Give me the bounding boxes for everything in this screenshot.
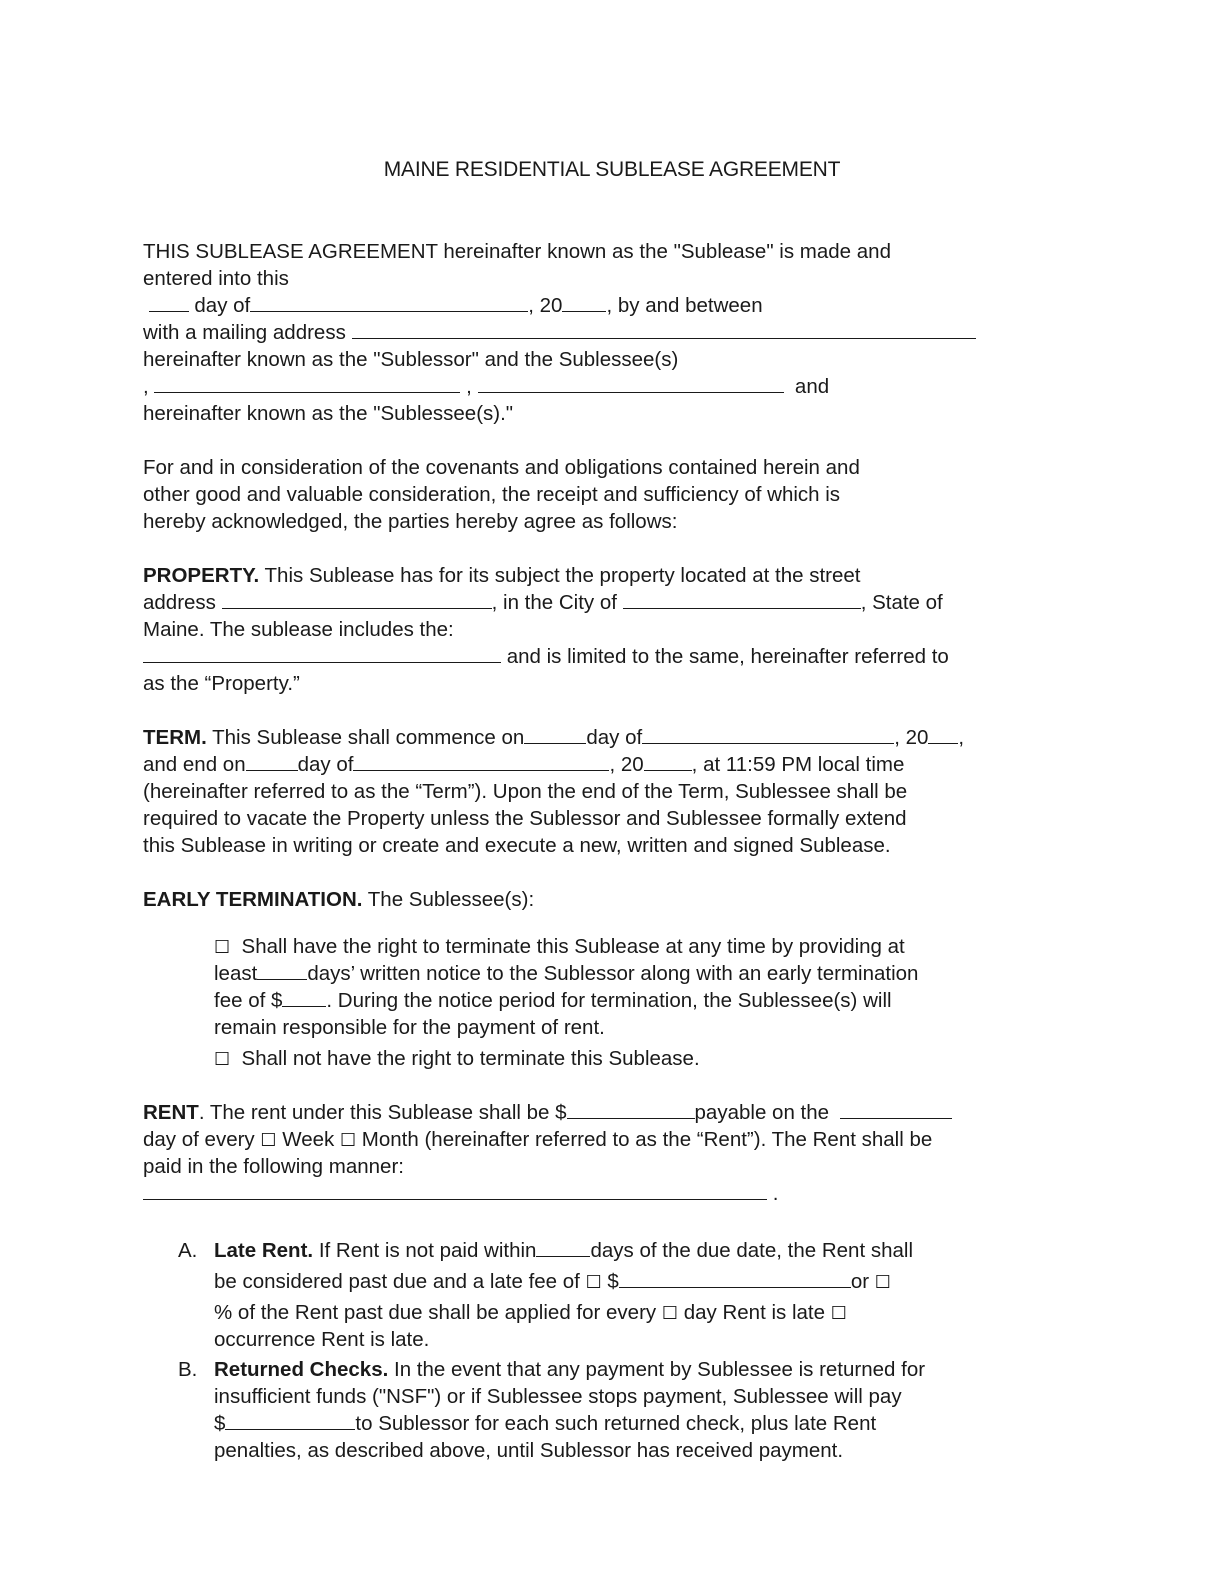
rent-text: paid in the following manner: xyxy=(143,1155,404,1178)
returned-checks-text: penalties, as described above, until Sublessor has received payment. xyxy=(214,1439,844,1462)
returned-checks-text: $ xyxy=(214,1412,226,1435)
property-text: and is limited to the same, hereinafter referred to xyxy=(506,645,949,668)
returned-checks-item xyxy=(143,1356,1093,1464)
consideration-text: For and in consideration of the covenants and obligations contained herein and xyxy=(143,456,860,479)
start-day-blank[interactable] xyxy=(524,725,586,744)
notice-days-blank[interactable] xyxy=(257,961,307,980)
list-marker: B. xyxy=(178,1358,198,1381)
term-text: , 20 xyxy=(609,753,644,776)
intro-text: and xyxy=(794,375,830,398)
intro-text: hereinafter known as the "Sublessee(s)." xyxy=(143,402,514,425)
term-text: this Sublease in writing or create and execute a new, written and signed Sublease. xyxy=(143,834,891,857)
option-text: fee of $ xyxy=(214,989,283,1012)
year-blank[interactable] xyxy=(562,293,606,312)
included-property-blank[interactable] xyxy=(143,644,501,663)
checkbox-icon[interactable]: ☐ xyxy=(260,1130,277,1151)
mailing-address-blank[interactable] xyxy=(352,320,976,339)
street-address-blank[interactable] xyxy=(222,590,492,609)
checkbox-icon[interactable]: ☐ xyxy=(585,1272,602,1293)
option-text: Shall have the right to terminate this Sublease at any time by providing at xyxy=(241,935,905,958)
city-blank[interactable] xyxy=(623,590,861,609)
term-text: and end on xyxy=(143,753,246,776)
term-text: required to vacate the Property unless the Sublessor and Sublessee formally extend xyxy=(143,807,907,830)
property-text: , State of xyxy=(860,591,943,614)
consideration-text: other good and valuable consideration, the receipt and sufficiency of which is xyxy=(143,483,841,506)
term-section xyxy=(143,724,1093,859)
intro-text: , xyxy=(143,375,149,398)
item-heading: Late Rent. xyxy=(214,1239,314,1262)
intro-text: hereinafter known as the "Sublessor" and the Sublessee(s) xyxy=(143,348,679,371)
late-rent-text: or xyxy=(850,1270,870,1293)
section-heading: EARLY TERMINATION. xyxy=(143,888,363,911)
property-section xyxy=(143,562,1093,697)
late-rent-item xyxy=(143,1237,1093,1353)
late-fee-blank[interactable] xyxy=(619,1269,851,1288)
intro-text: entered into this xyxy=(143,267,289,290)
intro-text: , by and between xyxy=(606,294,763,317)
option-text: least xyxy=(214,962,258,985)
option-text: days’ written notice to the Sublessor along with an early termination xyxy=(307,962,919,985)
end-month-blank[interactable] xyxy=(353,752,609,771)
late-rent-text: occurrence Rent is late. xyxy=(214,1328,430,1351)
intro-text: day of xyxy=(194,294,251,317)
option-text: Shall not have the right to terminate this Sublease. xyxy=(241,1047,700,1070)
returned-checks-text: to Sublessor for each such returned check, plus late Rent xyxy=(355,1412,877,1435)
early-termination-text: The Sublessee(s): xyxy=(367,888,535,911)
intro-text: with a mailing address xyxy=(143,321,346,344)
term-text: , at 11:59 PM local time xyxy=(691,753,905,776)
rent-amount-blank[interactable] xyxy=(567,1100,695,1119)
item-heading: Returned Checks. xyxy=(214,1358,389,1381)
property-text: This Sublease has for its subject the property located at the street xyxy=(264,564,861,587)
checkbox-icon[interactable]: ☐ xyxy=(661,1303,679,1324)
document-body xyxy=(143,238,1093,1464)
day-blank[interactable] xyxy=(149,293,189,312)
rent-text: day of every xyxy=(143,1128,255,1151)
returned-checks-text: insufficient funds ("NSF") or if Sublessee stops payment, Sublessee will pay xyxy=(214,1385,902,1408)
checkbox-icon[interactable]: ☐ xyxy=(214,1049,231,1070)
rent-text: payable on the xyxy=(694,1101,830,1124)
end-year-blank[interactable] xyxy=(644,752,692,771)
intro-text: , xyxy=(466,375,472,398)
returned-checks-text: In the event that any payment by Sublessee is returned for xyxy=(394,1358,926,1381)
property-text: as the “Property.” xyxy=(143,672,300,695)
property-text: address xyxy=(143,591,216,614)
option-text: . During the notice period for termination, the Sublessee(s) will xyxy=(326,989,892,1012)
grace-days-blank[interactable] xyxy=(536,1238,590,1257)
term-text: This Sublease shall commence on xyxy=(212,726,525,749)
payment-manner-blank[interactable] xyxy=(143,1181,767,1200)
option-text: remain responsible for the payment of rent. xyxy=(214,1016,605,1039)
rent-section xyxy=(143,1099,1093,1207)
end-day-blank[interactable] xyxy=(246,752,298,771)
consideration-text: hereby acknowledged, the parties hereby agree as follows: xyxy=(143,510,678,533)
term-text: , 20 xyxy=(894,726,929,749)
rent-text: . The rent under this Sublease shall be $ xyxy=(198,1101,567,1124)
section-heading: TERM. xyxy=(143,726,207,749)
rent-text: Month (hereinafter referred to as the “Rent”). The Rent shall be xyxy=(361,1128,933,1151)
checkbox-icon[interactable]: ☐ xyxy=(830,1303,847,1324)
rent-text: Week xyxy=(282,1128,335,1151)
property-text: , in the City of xyxy=(491,591,617,614)
term-text: day of xyxy=(586,726,643,749)
list-marker: A. xyxy=(178,1239,198,1262)
checkbox-icon[interactable]: ☐ xyxy=(214,937,231,958)
late-rent-text: day Rent is late xyxy=(683,1301,826,1324)
nsf-fee-blank[interactable] xyxy=(225,1411,355,1430)
sublessee-1-blank[interactable] xyxy=(154,374,460,393)
late-rent-text: days of the due date, the Rent shall xyxy=(590,1239,913,1262)
rent-due-day-blank[interactable] xyxy=(840,1100,952,1119)
consideration-section xyxy=(143,454,1093,535)
rent-text: . xyxy=(772,1182,779,1205)
term-text: day of xyxy=(297,753,354,776)
late-rent-text: If Rent is not paid within xyxy=(318,1239,537,1262)
property-text: Maine. The sublease includes the: xyxy=(143,618,454,641)
termination-fee-blank[interactable] xyxy=(282,988,326,1007)
document-title: MAINE RESIDENTIAL SUBLEASE AGREEMENT xyxy=(383,158,841,181)
sublessee-2-blank[interactable] xyxy=(478,374,784,393)
early-termination-section xyxy=(143,886,1093,1072)
start-month-blank[interactable] xyxy=(642,725,894,744)
late-rent-text: be considered past due and a late fee of xyxy=(214,1270,580,1293)
section-heading: RENT xyxy=(143,1101,199,1124)
intro-text: , 20 xyxy=(528,294,563,317)
intro-section xyxy=(143,238,1093,427)
checkbox-icon[interactable]: ☐ xyxy=(339,1130,357,1151)
late-rent-text: $ xyxy=(607,1270,619,1293)
section-heading: PROPERTY. xyxy=(143,564,260,587)
term-text: (hereinafter referred to as the “Term”). Upon the end of the Term, Sublessee shall be xyxy=(143,780,908,803)
checkbox-icon[interactable]: ☐ xyxy=(874,1272,891,1293)
intro-text: THIS SUBLEASE AGREEMENT hereinafter known as the "Sublease" is made and xyxy=(143,240,891,263)
start-year-blank[interactable] xyxy=(928,725,958,744)
late-rent-text: % of the Rent past due shall be applied for every xyxy=(214,1301,657,1324)
term-text: , xyxy=(958,726,965,749)
month-blank[interactable] xyxy=(250,293,528,312)
